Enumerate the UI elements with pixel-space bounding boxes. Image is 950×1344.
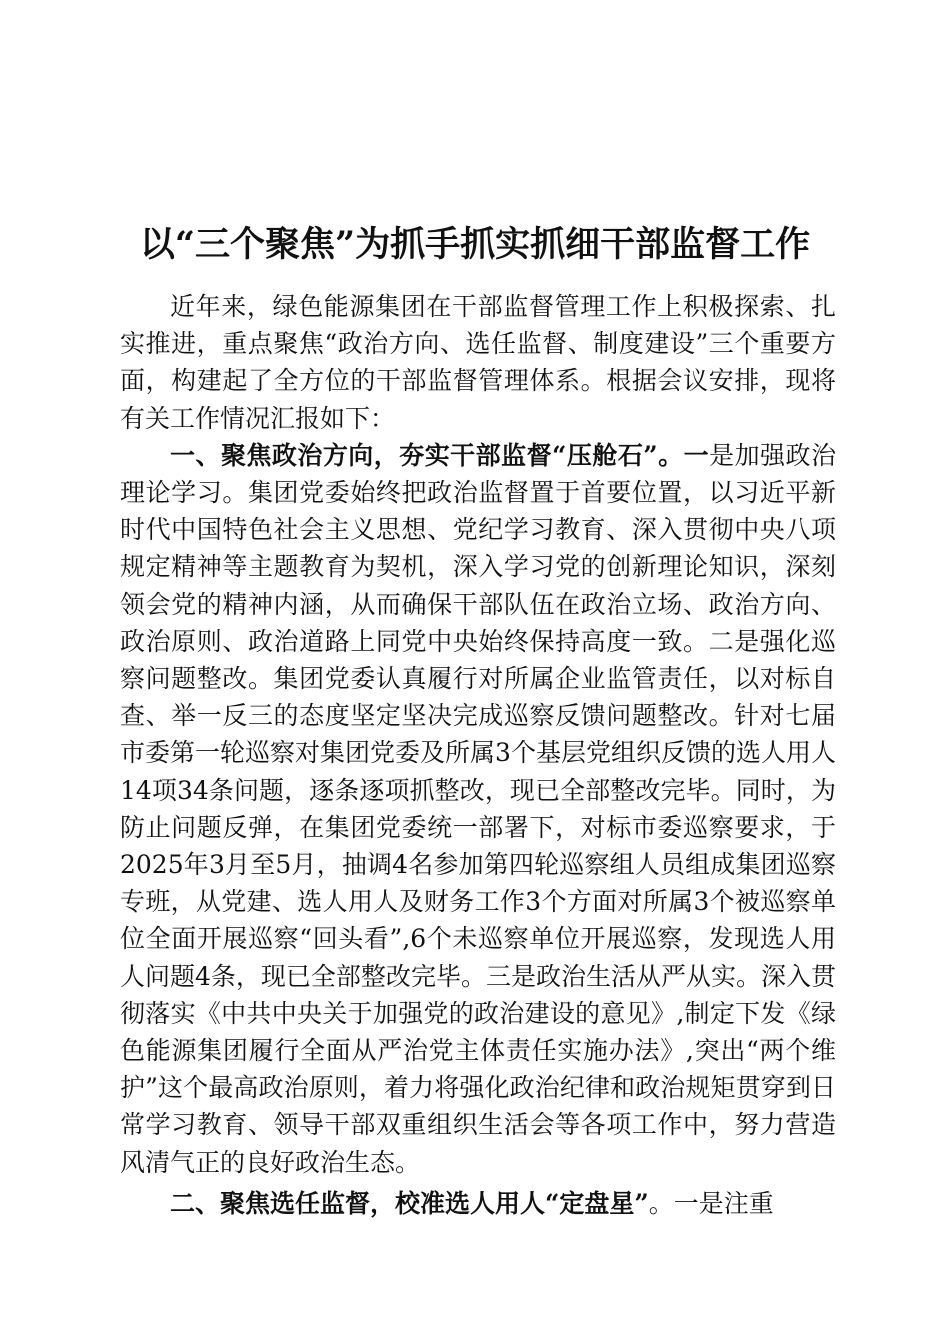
section-heading: 一、聚焦政治方向，夯实干部监督“压舱石”。一: [170, 440, 710, 470]
document-body: [120, 288, 836, 1222]
paragraph-section-two: [120, 1185, 836, 1222]
section-heading: 二、聚焦选任监督，校准选人用人“定盘星”: [170, 1188, 649, 1218]
paragraph-text: 是加强政治理论学习。集团党委始终把政治监督置于首要位置，以习近平新时代中国特色社会主义思想、党纪学习教育、深入贯彻中央八项规定精神等主题教育为契机，深入学习党的创新理论知识，深刻领会党的精神内涵，从而确保干部队伍在政治立场、政治方向、政治原则、政治道路上同党中央始终保持高度一致。二是强化巡察问题整改。集团党委认真履行对所属企业监管责任，以对标自查、举一反三的态度坚定坚决完成巡察反馈问题整改。针对七届市委第一轮巡察对集团党委及所属3个基层党组织反馈的选人用人14项34条问题，逐条逐项抓整改，现已全部整改完毕。同时，为防止问题反弹，在集团党委统一部署下，对标市委巡察要求，于2025年3月至5月，抽调4名参加第四轮巡察组人员组成集团巡察专班，从党建、选人用人及财务工作3个方面对所属3个被巡察单位全面开展巡察“回头看”,6个未巡察单位开展巡察，发现选人用人问题4条，现已全部整改完毕。三是政治生活从严从实。深入贯彻落实《中共中央关于加强党的政治建设的意见》,制定下发《绿色能源集团履行全面从严治党主体责任实施办法》,突出“两个维护”这个最高政治原则，着力将强化政治纪律和政治规矩贯穿到日常学习教育、领导干部双重组织生活会等各项工作中，努力营造风清气正的良好政治生态。: [120, 440, 836, 1177]
paragraph-text: 近年来，绿色能源集团在干部监督管理工作上积极探索、扎实推进，重点聚焦“政治方向、选任监督、制度建设”三个重要方面，构建起了全方位的干部监督管理体系。根据会议安排，现将有关工作情况汇报如下：: [120, 292, 836, 433]
paragraph-intro: [120, 288, 836, 437]
document-title: 以“三个聚焦”为抓手抓实抓细干部监督工作: [139, 224, 811, 266]
paragraph-text: 。一是注重: [648, 1188, 774, 1218]
paragraph-section-one: [120, 437, 836, 1181]
